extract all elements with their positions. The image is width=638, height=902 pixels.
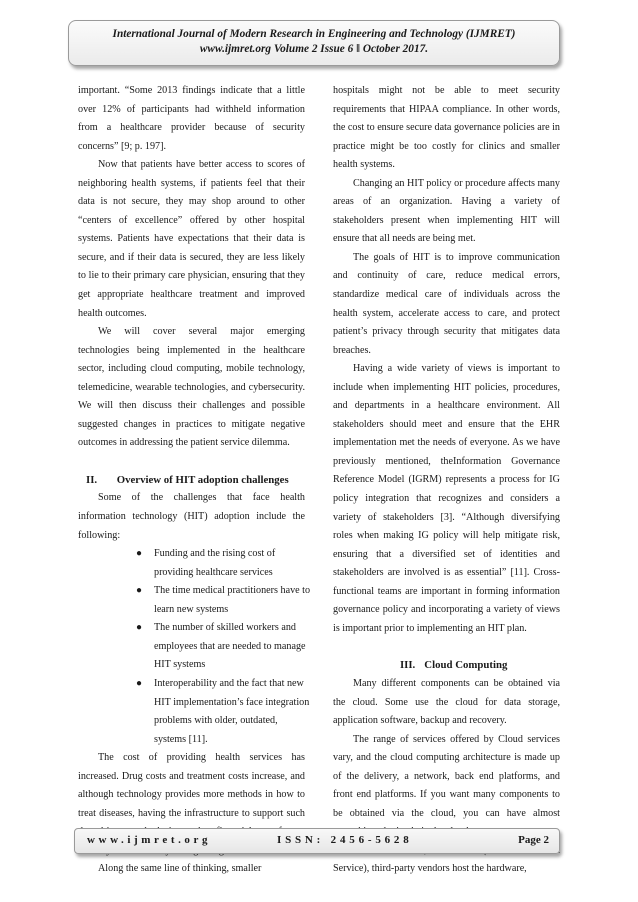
section-heading-3 — [333, 656, 560, 675]
paragraph: Changing an HIT policy or procedure affects many areas of an organization. Having a variety of stakeholders present when implementing HIT will ensure that all needs are being met. — [333, 177, 560, 245]
bullet-icon: ● — [136, 677, 143, 689]
section-title: Overview of HIT adoption challenges — [116, 473, 289, 486]
paragraph: Now that patients have better access to scores of neighboring health systems, if patients feel that their data is not secure, they may shop around to other “centers of excellence” offered by other hospital systems. Patients have expectations that their data is secure, and if their data is secured, they are less likely to lie to their primary care physician, ensuring that they get appropriate healthcare treatment and improved health outcomes. — [78, 159, 305, 319]
paragraph: Service), third-party vendors host the hardware, — [333, 863, 527, 875]
list-item: ● Funding and the rising cost of providing healthcare services — [136, 545, 312, 582]
footer-website: www.ijmret.org — [87, 834, 212, 846]
page-footer — [74, 828, 560, 854]
list-item: ● Interoperability and the fact that new HIT implementation’s face integration problems with older, outdated, systems [11]. — [136, 675, 312, 749]
journal-title: International Journal of Modern Research in Engineering and Technology (IJMRET) — [112, 28, 516, 40]
bullet-icon: ● — [136, 585, 143, 597]
journal-issue: www.ijmret.org Volume 2 Issue 6 ǁ October 2017. — [199, 43, 429, 55]
footer-issn: ISSN: 2456-5628 — [277, 834, 413, 846]
list-item: ● The time medical practitioners have to learn new systems — [136, 582, 312, 619]
section-number: III. — [399, 659, 416, 672]
page-number: Page 2 — [518, 834, 549, 846]
right-column — [333, 82, 560, 879]
paragraph: important. “Some 2013 findings indicate that a little over 12% of participants had withheld information from a healthcare provider because of security concerns” [9; p. 197]. — [78, 85, 305, 152]
bullet-icon: ● — [136, 548, 143, 560]
left-column — [78, 82, 311, 879]
section-number: II. — [86, 473, 98, 486]
paragraph: The cost of providing health services has increased. Drug costs and treatment costs increase, and although technology provides more methods in how to treat diseases, having the infrastructure to support such — [78, 752, 305, 819]
paragraph: The range of services offered by Cloud services vary, and the cloud computing architecture is made up of the delivery, a network, back end platforms, and front end platforms. If you want many components to be obtained via the cloud, you can have almost — [333, 733, 560, 819]
bullet-list — [78, 545, 311, 749]
section-title: Cloud Computing — [424, 659, 508, 672]
paragraph: Many different components can be obtained via the cloud. Some use the cloud for data storage, application software, backup and recovery. — [333, 677, 560, 727]
paragraph: hospitals might not be able to meet security requirements that HIPAA compliance. In other words, the cost to ensure secure data governance policies are in practice might be too costly for clinics and smaller health systems. — [333, 85, 560, 171]
journal-header — [68, 20, 560, 66]
list-item: ● The number of skilled workers and employees that are needed to manage HIT systems — [136, 619, 312, 675]
paragraph: Along the same line of thinking, smaller — [98, 863, 262, 875]
bullet-icon: ● — [136, 622, 143, 634]
paragraph: Having a wide variety of views is important to include when implementing HIT policies, procedures, and departments in a healthcare environment. All stakeholders should meet and ensure that the EHR implementation met the needs of everyone. As we have previously mentioned, theInformation Governance Reference Model (IGRM) represents a process for IG policy integration that recognizes and considers a variety of stakeholders [3]. “Although diversifying roles when making IG policy will help mitigate risk, ensuring that a diversified set of identities and stakeholders are involved is as essential” [11]. Cross-functional teams are important in forming information governance policy and incorporating a variety of views is important prior to implementing an HIT plan. — [333, 363, 560, 634]
paragraph: We will cover several major emerging technologies being implemented in the healthcare sector, including cloud computing, mobile technology, telemedicine, wearable technologies, and cybersecurity. We will then discuss their challenges and possible suggested changes in practices to mitigate negative outcomes in addressing the patient service dilemma. — [78, 326, 305, 449]
paragraph: The goals of HIT is to improve communication and continuity of care, reduce medical errors, standardize medical care of individuals across the health system, accelerate access to care, and protect patient’s privacy through security that mitigates data breaches. — [333, 251, 560, 356]
section-heading-2 — [78, 471, 305, 490]
paragraph: Some of the challenges that face health information technology (HIT) adoption include the following: — [78, 492, 305, 541]
